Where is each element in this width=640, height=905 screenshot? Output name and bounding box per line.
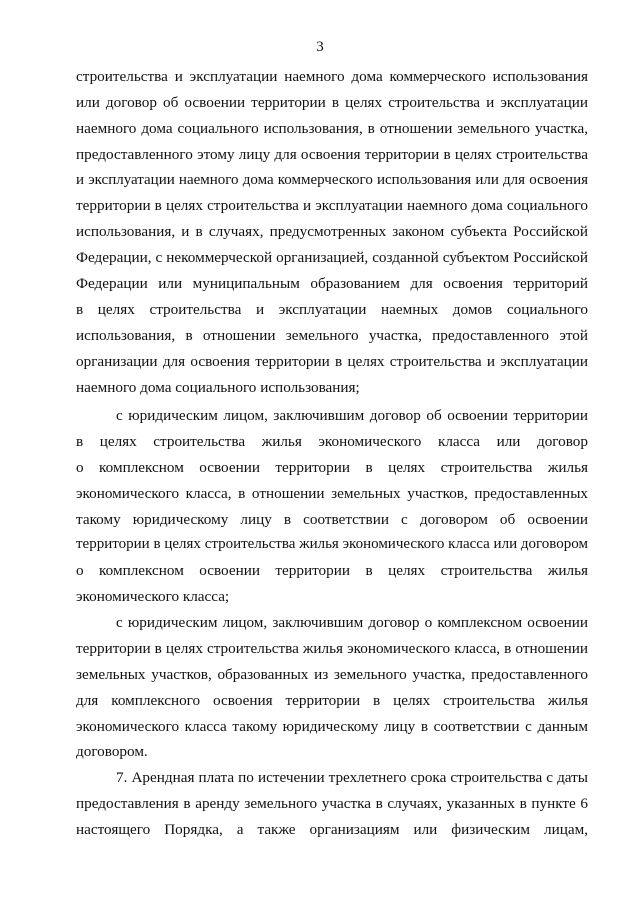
text-line: наемного дома социального использования; [76, 378, 360, 396]
text-line: о комплексном освоении территории в целях строительства жилья [76, 562, 588, 580]
paragraph-4 [76, 765, 588, 843]
text-line: территории в целях строительства жилья экономического класса или договором [76, 536, 588, 553]
text-line: предоставления в аренду земельного участка в случаях, указанных в пункте 6 [76, 794, 588, 812]
text-line: настоящего Порядка, а также организациям или физическим лицам, [76, 820, 588, 838]
text-line: экономического класса такому юридическому лицу в соответствии с данным [76, 717, 588, 735]
text-line: о комплексном освоении территории в целях строительства жилья [76, 458, 588, 476]
text-line: территории в целях строительства и эксплуатации наемного дома социального [76, 197, 588, 215]
paragraph-3 [76, 610, 588, 765]
text-line: Федерации, с некоммерческой организацией, созданной субъектом Российской [76, 249, 588, 267]
text-line: экономического класса, в отношении земельных участков, предоставленных [76, 484, 588, 502]
text-line: предоставленного этому лицу для освоения территории в целях строительства [76, 145, 588, 163]
text-line: земельных участков, образованных из земельного участка, предоставленного [76, 665, 588, 683]
text-line: 7. Арендная плата по истечении трехлетнего срока строительства с даты [116, 769, 588, 786]
text-line: использования, в отношении земельного участка, предоставленного этой [76, 326, 588, 344]
text-line: территории в целях строительства жилья экономического класса, в отношении [76, 639, 588, 657]
text-line: организации для освоения территории в целях строительства и эксплуатации [76, 352, 588, 370]
paragraph-1 [76, 64, 588, 401]
text-line: или договор об освоении территории в целях строительства и эксплуатации [76, 93, 588, 111]
text-line: в целях строительства жилья экономического класса или договор [76, 432, 588, 450]
text-line: для комплексного освоения территории в целях строительства жилья [76, 691, 588, 709]
text-line: наемного дома социального использования, в отношении земельного участка, [76, 119, 588, 137]
page-number: 3 [316, 39, 324, 55]
paragraph-2 [76, 403, 588, 610]
text-line: такому юридическому лицу в соответствии с договором об освоении [76, 510, 588, 528]
text-line: и эксплуатации наемного дома коммерческого использования или для освоения [76, 171, 588, 188]
text-line: в целях строительства и эксплуатации наемных домов социального [76, 301, 588, 319]
text-line: строительства и эксплуатации наемного дома коммерческого использования [76, 68, 588, 85]
text-line: использования, и в случаях, предусмотренных законом субъекта Российской [76, 223, 588, 241]
text-line: экономического класса; [76, 588, 230, 606]
text-line: договором. [76, 743, 148, 761]
text-line: Федерации или муниципальным образованием для освоения территорий [76, 275, 588, 293]
text-line: с юридическим лицом, заключившим договор об освоении территории [116, 407, 588, 424]
text-line: с юридическим лицом, заключившим договор о комплексном освоении [116, 614, 588, 631]
